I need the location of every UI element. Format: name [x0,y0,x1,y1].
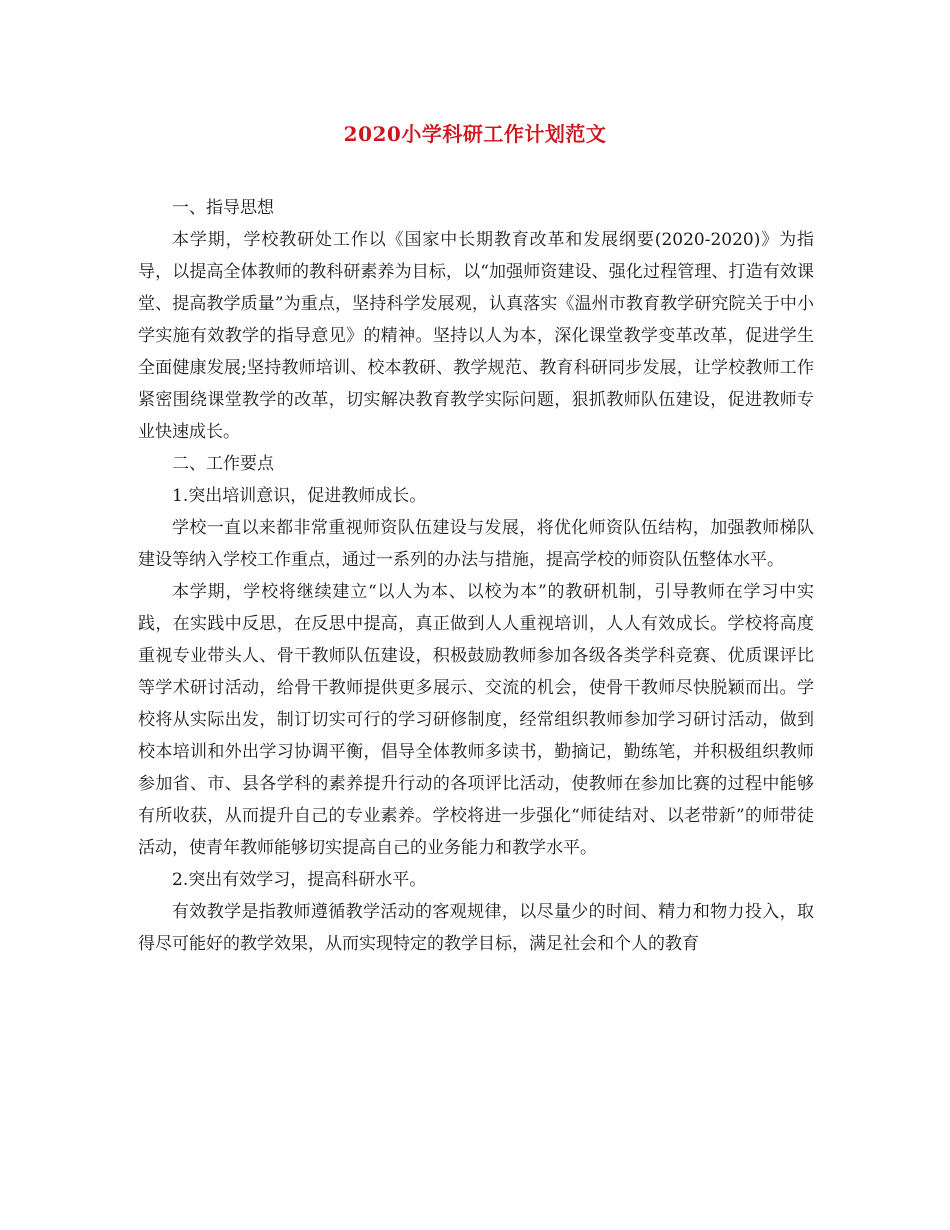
paragraph-guiding-ideology: 本学期，学校教研处工作以《国家中长期教育改革和发展纲要(2020-2020)》为指导，以提高全体教师的教科研素养为目标，以“加强师资建设、强化过程管理、打造有效课堂、提高教学质量”为重点，坚持科学发展观，认真落实《温州市教育教学研究院关于中小学实施有效教学的指导意见》的精神。坚持以人为本，深化课堂教学变革改革，促进学生全面健康发展;坚持教师培训、校本教研、教学规范、教育科研同步发展，让学校教师工作紧密围绕课堂教学的改革，切实解决教育教学实际问题，狠抓教师队伍建设，促进教师专业快速成长。 [138,230,814,442]
document-title: 2020小学科研工作计划范文 [343,122,607,146]
section-heading-guiding-ideology: 一、指导思想 [172,198,274,218]
document-body [138,192,814,960]
section-heading-work-points: 二、工作要点 [172,454,274,474]
paragraph-effective-teaching: 有效教学是指教师遵循教学活动的客观规律，以尽量少的时间、精力和物力投入，取得尽可能好的教学效果，从而实现特定的教学目标，满足社会和个人的教育 [138,902,814,954]
paragraph-semester-plan: 本学期，学校将继续建立“以人为本、以校为本”的教研机制，引导教师在学习中实践，在实践中反思，在反思中提高，真正做到人人重视培训，人人有效成长。学校将高度重视专业带头人、骨干教师队伍建设，积极鼓励教师参加各级各类学科竞赛、优质课评比等学术研讨活动，给骨干教师提供更多展示、交流的机会，使骨干教师尽快脱颖而出。学校将从实际出发，制订切实可行的学习研修制度，经常组织教师参加学习研讨活动，做到校本培训和外出学习协调平衡，倡导全体教师多读书，勤摘记，勤练笔，并积极组织教师参加省、市、县各学科的素养提升行动的各项评比活动，使教师在参加比赛的过程中能够有所收获，从而提升自己的专业素养。学校将进一步强化“师徒结对、以老带新”的师带徒活动，使青年教师能够切实提高自己的业务能力和教学水平。 [138,582,814,858]
subheading-training: 1.突出培训意识，促进教师成长。 [172,486,427,506]
subheading-effective-learning: 2.突出有效学习，提高科研水平。 [172,870,427,890]
paragraph-teacher-team: 学校一直以来都非常重视师资队伍建设与发展，将优化师资队伍结构，加强教师梯队建设等纳入学校工作重点，通过一系列的办法与措施，提高学校的师资队伍整体水平。 [138,518,814,570]
